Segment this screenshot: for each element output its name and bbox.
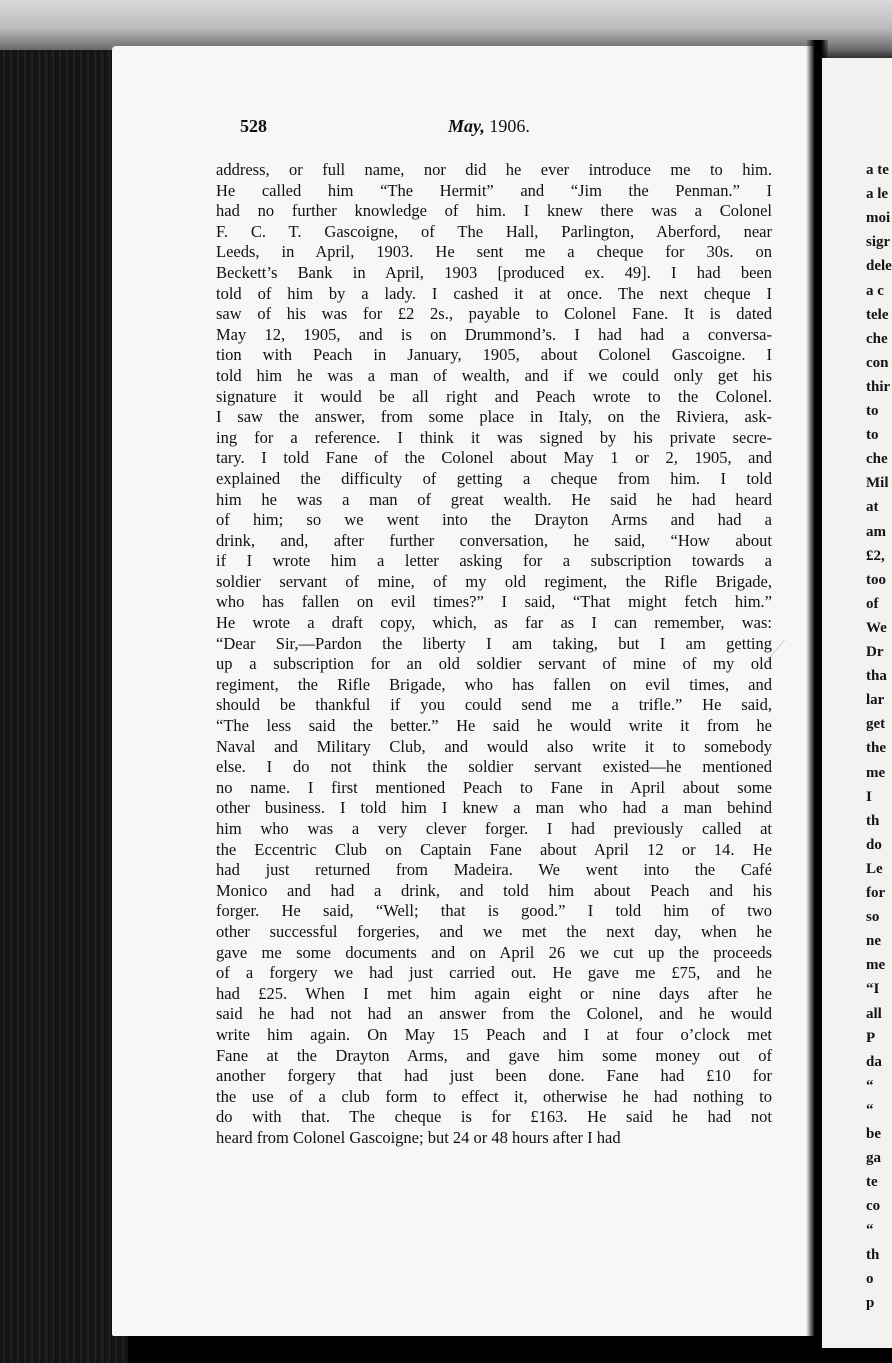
facing-page-fragment: th <box>866 812 880 829</box>
facing-page-fragment: thir <box>866 378 891 395</box>
facing-page-fragment: get <box>866 716 886 733</box>
facing-page-fragment: am <box>866 523 886 540</box>
body-line: do with that. The cheque is for £163. He said he had not <box>216 1107 772 1127</box>
facing-page-fragment: all <box>866 1005 882 1022</box>
facing-page-fragment: che <box>866 330 888 347</box>
facing-page-fragment: co <box>866 1198 881 1215</box>
running-title-month: May, <box>448 116 485 136</box>
body-line: write him again. On May 15 Peach and I at four o’clock met <box>216 1024 772 1044</box>
facing-page-fragment: p <box>866 1294 875 1311</box>
body-line: signature it would be all right and Peach wrote to the Colonel. <box>216 386 772 406</box>
facing-page-fragment: Mil <box>866 475 889 492</box>
body-line: ing for a reference. I think it was signed by his private secre- <box>216 427 772 447</box>
facing-page-fragment: sigr <box>866 234 891 251</box>
body-line: explained the difficulty of getting a cheque from him. I told <box>216 468 772 488</box>
body-line: He wrote a draft copy, which, as far as I can remember, was: <box>216 613 772 633</box>
facing-page-fragment: the <box>866 740 886 757</box>
facing-page-fragment: to <box>866 403 879 419</box>
facing-page-fragment: con <box>866 354 889 371</box>
body-line: no name. I first mentioned Peach to Fane in April about some <box>216 777 772 797</box>
body-line: tion with Peach in January, 1905, about Colonel Gascoigne. I <box>216 345 772 365</box>
facing-page-fragment: P <box>866 1029 876 1046</box>
body-line: him who was a very clever forger. I had previously called at <box>216 819 772 838</box>
facing-page-fragment: ga <box>866 1150 881 1167</box>
body-line: else. I do not think the soldier servant existed—he mentioned <box>216 757 772 777</box>
body-line: Beckett’s Bank in April, 1903 [produced ex. 49]. I had been <box>216 262 772 282</box>
facing-page-fragment: “I <box>866 981 880 998</box>
body-line: other business. I told him I knew a man who had a man behind <box>216 798 772 818</box>
facing-page-fragment: “ <box>866 1101 874 1118</box>
body-line: Monico and had a drink, and told him about Peach and his <box>216 880 772 900</box>
body-line: address, or full name, nor did he ever introduce me to him. <box>216 160 772 179</box>
body-line: said he had not had an answer from the Colonel, and he would <box>216 1004 772 1024</box>
body-line: He called him “The Hermit” and “Jim the Penman.” I <box>216 180 772 200</box>
body-line: told him he was a man of wealth, and if we could only get his <box>216 365 772 385</box>
facing-page-fragment: We <box>866 619 887 636</box>
body-line: drink, and, after further conversation, he said, “How about <box>216 530 772 550</box>
running-title <box>448 116 530 137</box>
body-line: up a subscription for an old soldier servant of mine of my old <box>216 654 772 674</box>
facing-page-fragment: ne <box>866 933 881 950</box>
facing-page-fragment: te <box>866 1174 878 1191</box>
body-line: saw of his was for £2 2s., payable to Colonel Fane. It is dated <box>216 304 772 324</box>
body-line: the use of a club form to effect it, otherwise he had nothing to <box>216 1086 772 1106</box>
body-line: other successful forgeries, and we met the next day, when he <box>216 921 772 941</box>
facing-page-fragment: me <box>866 764 886 781</box>
facing-page-fragment: for <box>866 885 886 901</box>
body-line: soldier servant of mine, of my old regiment, the Rifle Brigade, <box>216 571 772 591</box>
running-header <box>240 116 560 140</box>
body-line: another forgery that had just been done. Fane had £10 for <box>216 1066 772 1086</box>
book-page-edges <box>0 50 128 1363</box>
facing-page-fragment: me <box>866 957 886 974</box>
body-line: of him; so we went into the Drayton Arms and had a <box>216 510 772 530</box>
body-line: had no further knowledge of him. I knew there was a Colonel <box>216 201 772 221</box>
facing-page-fragment: “ <box>866 1222 874 1239</box>
facing-page-fragment: to <box>866 427 879 444</box>
facing-page-fragment: at <box>866 499 879 516</box>
facing-page-fragment: Le <box>866 860 883 877</box>
body-line: forger. He said, “Well; that is good.” I told him of two <box>216 901 772 921</box>
body-line: had just returned from Madeira. We went into the Café <box>216 860 772 880</box>
body-line: who has fallen on evil times?” I said, “That might fetch him.” <box>216 592 772 612</box>
facing-page-fragment: tele <box>866 306 889 323</box>
facing-page-fragment: da <box>866 1053 882 1070</box>
facing-page <box>822 58 892 1348</box>
body-line: heard from Colonel Gascoigne; but 24 or 48 hours after I had <box>216 1127 621 1147</box>
body-line: regiment, the Rifle Brigade, who has fallen on evil times, and <box>216 674 772 694</box>
facing-page-fragment: I <box>866 788 872 805</box>
body-line: of a forgery we had just carried out. He gave me £75, and he <box>216 963 772 983</box>
body-line: May 12, 1905, and is on Drummond’s. I had had a conversa- <box>216 324 772 344</box>
facing-page-fragment: a te <box>866 162 889 178</box>
facing-page-fragment: £2, <box>866 547 885 564</box>
body-line: if I wrote him a letter asking for a subscription towards a <box>216 551 772 571</box>
body-line: Leeds, in April, 1903. He sent me a cheque for 30s. on <box>216 242 772 262</box>
page-number: 528 <box>240 116 267 136</box>
facing-page-fragment: a c <box>866 282 884 299</box>
facing-page-fragment: dele <box>866 258 892 275</box>
body-line: “The less said the better.” He said he would write it from he <box>216 716 772 736</box>
body-text <box>216 160 772 1149</box>
body-line: Fane at the Drayton Arms, and gave him some money out of <box>216 1045 772 1065</box>
body-line: “Dear Sir,—Pardon the liberty I am taking, but I am getting <box>216 633 772 653</box>
body-line: the Eccentric Club on Captain Fane about April 12 or 14. He <box>216 839 772 859</box>
facing-page-fragment: “ <box>866 1077 874 1094</box>
body-line: F. C. T. Gascoigne, of The Hall, Parlington, Aberford, near <box>216 221 772 241</box>
body-line: had £25. When I met him again eight or nine days after he <box>216 983 772 1003</box>
running-title-year: 1906. <box>489 116 530 136</box>
facing-page-fragment: o <box>866 1270 874 1287</box>
facing-page-fragment: too <box>866 571 886 588</box>
facing-page-fragment: che <box>866 451 888 468</box>
facing-page-fragment: moi <box>866 210 891 227</box>
body-line: gave me some documents and on April 26 we cut up the proceeds <box>216 942 772 962</box>
facing-page-fragment: tha <box>866 668 887 685</box>
body-line: should be thankful if you could send me a trifle.” He said, <box>216 695 772 715</box>
facing-page-fragment: do <box>866 836 882 853</box>
body-line: him he was a man of great wealth. He said he had heard <box>216 489 772 509</box>
facing-page-fragment: a le <box>866 186 889 203</box>
facing-page-fragment: of <box>866 595 879 612</box>
facing-page-fragment: so <box>866 909 880 926</box>
body-line: Naval and Military Club, and would also write it to somebody <box>216 736 772 756</box>
facing-page-fragment: th <box>866 1246 880 1263</box>
body-line: I saw the answer, from some place in Italy, on the Riviera, ask- <box>216 407 772 427</box>
body-line: told of him by a lady. I cashed it at once. The next cheque I <box>216 283 772 303</box>
facing-page-fragment: be <box>866 1126 881 1142</box>
facing-page-fragment: lar <box>866 692 885 709</box>
facing-page-fragment: Dr <box>866 644 884 660</box>
body-line: tary. I told Fane of the Colonel about May 1 or 2, 1905, and <box>216 448 772 468</box>
